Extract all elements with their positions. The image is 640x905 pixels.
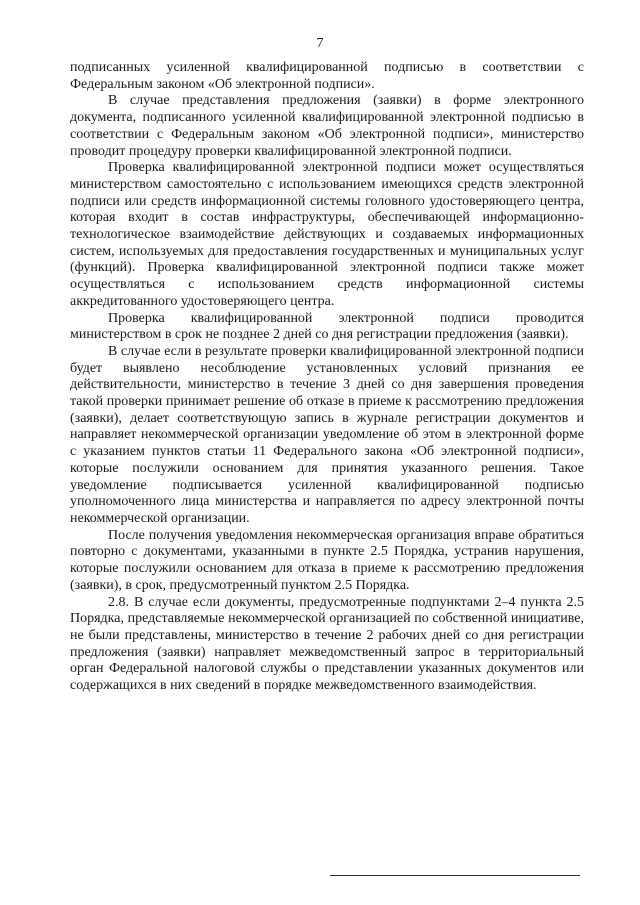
page-number: 7 [316, 36, 324, 51]
footer-rule [330, 875, 580, 876]
paragraph-2: В случае представления предложения (заявки) в форме электронного документа, подписанного усиленной квалифицированной электронной подписью в соответствии с Федеральным законом «Об электронной подписи», министерство проводит процедуру проверки квалифицированной электронной подписи. [70, 93, 584, 159]
document-body [70, 60, 584, 695]
paragraph-5: В случае если в результате проверки квалифицированной электронной подписи будет выявлено несоблюдение установленных условий признания ее действительности, министерство в течение 3 дней со дня завершения проведения такой проверки принимает решение об отказе в приеме к рассмотрению предложения (заявки), делает соответствующую запись в журнале регистрации документов и направляет некоммерческой организации уведомление об этом в электронной форме с указанием пунктов статьи 11 Федерального закона «Об электронной подписи», которые послужили основанием для принятия указанного решения. Такое уведомление подписывается усиленной квалифицированной подписью уполномоченного лица министерства и направляется по адресу электронной почты некоммерческой организации. [70, 343, 584, 526]
paragraph-3: Проверка квалифицированной электронной подписи может осуществляться министерством самостоятельно с использованием имеющихся средств электронной подписи или средств информационной системы головного удостоверяющего центра, которая входит в состав инфраструктуры, обеспечивающей информационно-технологическое взаимодействие действующих и создаваемых информационных систем, используемых для предоставления государственных и муниципальных услуг (функций). Проверка квалифицированной электронной подписи также может осуществляться с использованием средств информационной системы аккредитованного удостоверяющего центра. [70, 160, 584, 309]
paragraph-1: подписанных усиленной квалифицированной подписью в соответствии с Федеральным законом «Об электронной подписи». [70, 60, 584, 92]
paragraph-6: После получения уведомления некоммерческая организация вправе обратиться повторно с документами, указанными в пункте 2.5 Порядка, устранив нарушения, которые послужили основанием для отказа в приеме к рассмотрению предложения (заявки), в срок, предусмотренный пунктом 2.5 Порядка. [70, 527, 584, 593]
paragraph-4: Проверка квалифицированной электронной подписи проводится министерством в срок не позднее 2 дней со дня регистрации предложения (заявки). [70, 310, 584, 343]
paragraph-7: 2.8. В случае если документы, предусмотренные подпунктами 2–4 пункта 2.5 Порядка, представляемые некоммерческой организацией по собственной инициативе, не были представлены, министерство в течение 2 рабочих дней со дня регистрации предложения (заявки) направляет межведомственный запрос в территориальный орган Федеральной налоговой службы о представлении указанных документов или содержащихся в них сведений в порядке межведомственного взаимодействия. [70, 594, 584, 694]
